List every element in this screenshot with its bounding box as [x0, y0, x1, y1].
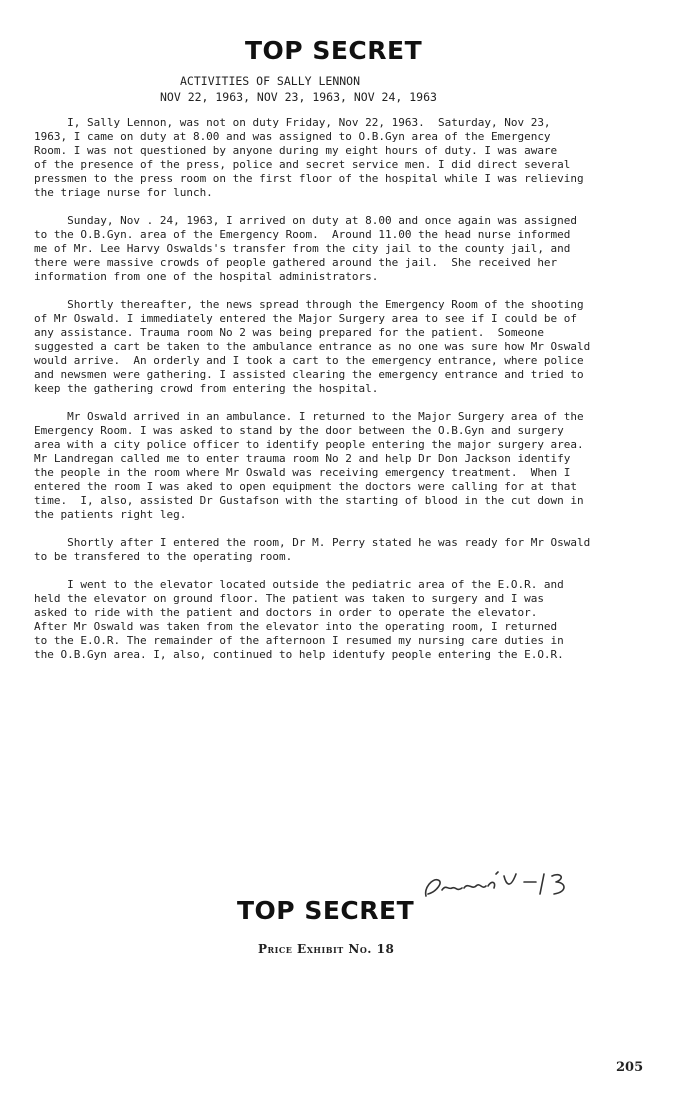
page-number: 205 — [616, 1060, 644, 1075]
handwritten-signature-icon — [418, 860, 578, 910]
paragraph-3: Shortly thereafter, the news spread through the Emergency Room of the shooting of Mr Oswald. I immediately entered the Major Surgery area to see if I could be of any assistance. Trauma room No 2 was being prepared for the patient. Someone suggested a cart be taken to the ambulance entrance as no one was sure how Mr Oswald would arrive. An orderly and I took a cart to the emergency entrance, where police and newsmen were gathering. I assisted clearing the emergency entrance and tried to keep the gathering crowd from entering the hospital. — [34, 298, 591, 395]
paragraph-1: I, Sally Lennon, was not on duty Friday, Nov 22, 1963. Saturday, Nov 23, 1963, I came on duty at 8.00 and was assigned to O.B.Gyn area of the Emergency Room. I was not questioned by anyone during my eight hours of duty. I was aware of the presence of the press, police and secret service men. I did direct several pressmen to the press room on the first floor of the hospital while I was relieving the triage nurse for lunch. — [34, 116, 584, 199]
document-title: ACTIVITIES OF SALLY LENNON — [180, 74, 361, 88]
top-secret-stamp-bottom: TOP SECRET — [237, 896, 415, 925]
paragraph-2: Sunday, Nov . 24, 1963, I arrived on duty at 8.00 and once again was assigned to the O.B.Gyn. area of the Emergency Room. Around 11.00 the head nurse informed me of Mr. Lee Harvy Oswalds's transfer from the city jail to the county jail, and there were massive crowds of people gathered around the jail. She received her information from one of the hospital administrators. — [34, 214, 578, 283]
paragraph-4: Mr Oswald arrived in an ambulance. I returned to the Major Surgery area of the Emergency Room. I was asked to stand by the door between the O.B.Gyn and surgery area with a city police officer to identify people entering the major surgery area. Mr Landregan called me to enter trauma room No 2 and help Dr Don Jackson identify the people in the room where Mr Oswald was receiving emergency treatment. When I entered the room I was aked to open equipment the doctors were calling for at that time. I, also, assisted Dr Gustafson with the starting of blood in the cut down in the patients right leg. — [34, 410, 584, 521]
paragraph-6: I went to the elevator located outside the pediatric area of the E.O.R. and held the elevator on ground floor. The patient was taken to surgery and I was asked to ride with the patient and doctors in order to operate the elevator. After Mr Oswald was taken from the elevator into the operating room, I returned to the E.O.R. The remainder of the afternoon I resumed my nursing care duties in the O.B.Gyn area. I, also, continued to help identufy people entering the E.O.R. — [34, 578, 564, 661]
exhibit-label: Price Exhibit No. 18 — [258, 942, 395, 956]
paragraph-5: Shortly after I entered the room, Dr M. Perry stated he was ready for Mr Oswald to be transfered to the operating room. — [34, 536, 591, 563]
document-body — [34, 116, 646, 676]
document-dates: NOV 22, 1963, NOV 23, 1963, NOV 24, 1963 — [160, 90, 437, 104]
top-secret-stamp: TOP SECRET — [245, 36, 423, 65]
